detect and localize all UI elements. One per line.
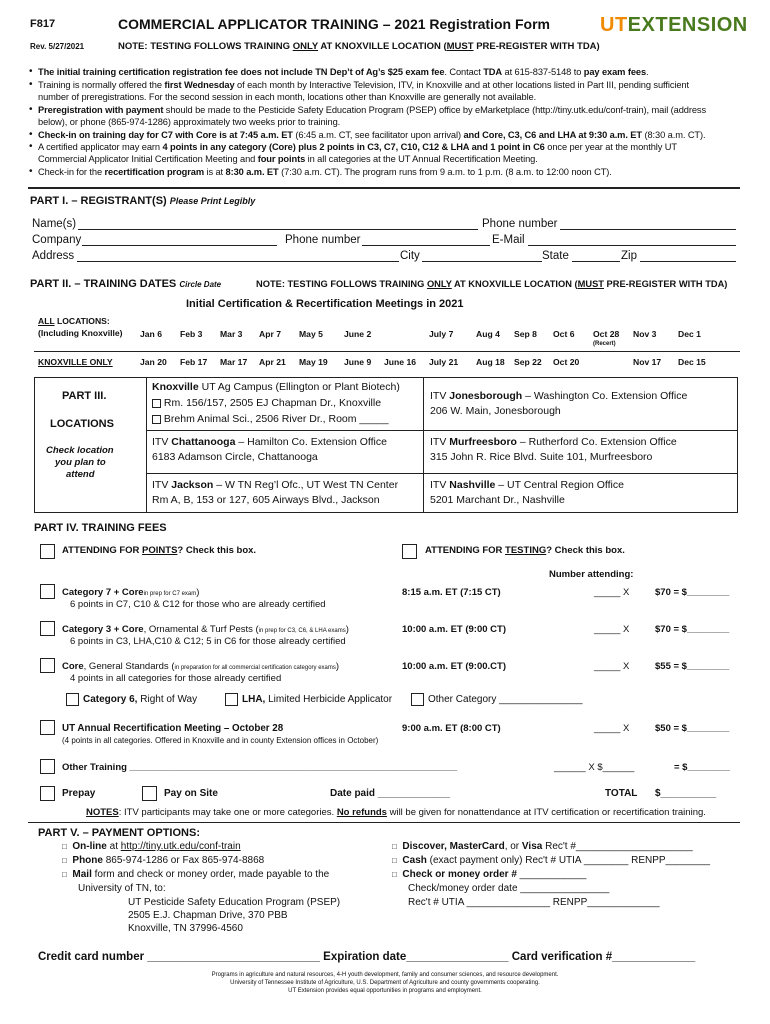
check-location-hint: Check location bbox=[46, 445, 114, 456]
recert-count[interactable]: _____ X bbox=[594, 723, 630, 734]
core-time: 10:00 a.m. ET (9:00.CT) bbox=[402, 661, 507, 672]
divider bbox=[146, 473, 738, 474]
total-field[interactable]: $__________ bbox=[655, 788, 717, 799]
core-count[interactable]: _____ X bbox=[594, 661, 630, 672]
recert-fee[interactable]: $50 = $________ bbox=[655, 723, 730, 734]
knoxville-date[interactable]: June 16 bbox=[384, 357, 417, 367]
part2-note: NOTE: TESTING FOLLOWS TRAINING ONLY AT KNOXVILLE LOCATION (MUST PRE-REGISTER WITH TDA) bbox=[256, 279, 728, 289]
attending-testing-checkbox[interactable] bbox=[402, 544, 417, 559]
recert-time: 9:00 a.m. ET (8:00 CT) bbox=[402, 723, 501, 734]
category7-fee[interactable]: $70 = $________ bbox=[655, 587, 730, 598]
all-locations-date[interactable]: Sep 8 bbox=[514, 329, 537, 339]
location-knoxville[interactable]: Knoxville UT Ag Campus (Ellington or Plant Biotech) bbox=[152, 381, 400, 393]
category3-label: Category 3 + Core, Ornamental & Turf Pests (in prep for C3, C6, & LHA exams) bbox=[62, 624, 349, 635]
bullet-icon: • bbox=[29, 141, 33, 152]
bullet-icon: • bbox=[29, 129, 33, 140]
names-field[interactable] bbox=[78, 219, 478, 230]
checkbox-icon[interactable] bbox=[152, 399, 161, 408]
divider bbox=[423, 377, 424, 513]
location-chattanooga-address: 6183 Adamson Circle, Chattanooga bbox=[152, 451, 318, 463]
divider bbox=[28, 187, 740, 189]
knoxville-date[interactable]: July 21 bbox=[429, 357, 459, 367]
knoxville-date[interactable]: Dec 15 bbox=[678, 357, 706, 367]
attending-points-label: ATTENDING FOR POINTS? Check this box. bbox=[62, 545, 257, 556]
state-label: State bbox=[542, 250, 569, 262]
category7-checkbox[interactable] bbox=[40, 584, 55, 599]
check-date-field[interactable]: Check/money order date ________________ bbox=[408, 883, 610, 894]
address-label: Address bbox=[32, 250, 75, 262]
all-locations-date[interactable]: June 2 bbox=[344, 329, 372, 339]
pay-cash[interactable]: □ Cash (exact payment only) Rec't # UTIA ________ RENPP________ bbox=[392, 855, 711, 866]
revision-date: Rev. 5/27/2021 bbox=[30, 42, 85, 51]
prepay-label: Prepay bbox=[62, 788, 96, 799]
part2-heading: PART II. – TRAINING DATES Circle Date bbox=[30, 278, 222, 290]
company-field[interactable] bbox=[82, 235, 277, 246]
category3-points: 6 points in C3, LHA,C10 & C12; 5 in C6 for those already certified bbox=[70, 636, 346, 647]
recert-note: (Recert) bbox=[593, 341, 616, 347]
bullet-preregistration: Preregistration with payment should be made to the Pesticide Safety Education Program (PSEP) office by eMarketplace (http://tiny.utk.edu/conf-train), mail (address bbox=[38, 105, 707, 115]
mail-payee: University of TN, to: bbox=[78, 883, 166, 894]
other-category-checkbox[interactable] bbox=[411, 693, 424, 706]
all-locations-date[interactable]: Oct 6 bbox=[553, 329, 575, 339]
category6-checkbox[interactable] bbox=[66, 693, 79, 706]
city-label: City bbox=[400, 250, 420, 262]
core-checkbox[interactable] bbox=[40, 658, 55, 673]
location-jackson[interactable]: ITV Jackson – W TN Reg’l Ofc., UT West TN Center bbox=[152, 479, 399, 491]
knoxville-date[interactable]: Feb 17 bbox=[180, 357, 208, 367]
phone1-label: Phone number bbox=[482, 218, 558, 230]
email-label: E-Mail bbox=[492, 234, 525, 246]
category3-time: 10:00 a.m. ET (9:00 CT) bbox=[402, 624, 507, 635]
other-category-field[interactable]: Other Category _______________ bbox=[428, 694, 583, 705]
names-label: Name(s) bbox=[32, 218, 77, 230]
part4-heading: PART IV. TRAINING FEES bbox=[34, 522, 167, 534]
mail-address-line2: 2505 E.J. Chapman Drive, 370 PBB bbox=[128, 910, 288, 921]
location-jackson-address: Rm A, B, 153 or 127, 605 Airways Blvd., Jackson bbox=[152, 494, 380, 506]
all-locations-date[interactable]: Dec 1 bbox=[678, 329, 701, 339]
category7-label: Category 7 + Corein prep for C7 exam) bbox=[62, 587, 200, 598]
phone1-field[interactable] bbox=[560, 219, 736, 230]
city-field[interactable] bbox=[422, 251, 542, 262]
all-locations-date[interactable]: Nov 3 bbox=[633, 329, 657, 339]
attending-testing-label: ATTENDING FOR TESTING? Check this box. bbox=[425, 545, 625, 556]
knoxville-date[interactable]: May 19 bbox=[299, 357, 328, 367]
location-jonesborough[interactable]: ITV Jonesborough – Washington Co. Extension Office bbox=[430, 390, 688, 402]
part1-heading: PART I. – REGISTRANT(S) Please Print Legibly bbox=[30, 195, 256, 207]
prepay-checkbox[interactable] bbox=[40, 786, 55, 801]
location-murfreesboro[interactable]: ITV Murfreesboro – Rutherford Co. Extension Office bbox=[430, 436, 677, 448]
recert-points: (4 points in all categories. Offered in Knoxville and in county Extension offices in October) bbox=[62, 736, 379, 745]
mail-address-line3: Knoxville, TN 37996-4560 bbox=[128, 923, 243, 934]
bullet-exam-fee: The initial training certification registration fee does not include TN Dep’t of Ag’s $25 exam fee. Contact TDA at 615-837-5148 to pay exam fees. bbox=[38, 67, 649, 77]
address-field[interactable] bbox=[77, 251, 399, 262]
bullet-schedule-cont: number of preregistrations. For the second session in each month, locations other than Knoxville are generally not available. bbox=[38, 92, 537, 102]
zip-field[interactable] bbox=[640, 251, 736, 262]
knoxville-date[interactable]: Apr 21 bbox=[259, 357, 286, 367]
all-locations-date[interactable]: Mar 3 bbox=[220, 329, 243, 339]
pay-on-site-label: Pay on Site bbox=[164, 788, 218, 799]
credit-card-fields[interactable]: Credit card number ___________________________ Expiration date________________ Card verification #_____________ bbox=[38, 951, 696, 963]
knoxville-date[interactable]: Aug 18 bbox=[476, 357, 505, 367]
bullet-icon: • bbox=[29, 166, 33, 177]
footer-line1: Programs in agriculture and natural resources, 4-H youth development, family and consumer sciences, and resource development. bbox=[211, 972, 559, 978]
core-fee[interactable]: $55 = $________ bbox=[655, 661, 730, 672]
other-training-field[interactable]: Other Training ______________________________________________________________ bbox=[62, 762, 458, 773]
attending-points-checkbox[interactable] bbox=[40, 544, 55, 559]
notes: NOTES: ITV participants may take one or more categories. No refunds will be given for nonattendance at ITV certification or recertification training. bbox=[86, 807, 706, 818]
divider bbox=[28, 822, 740, 823]
checkbox-icon[interactable] bbox=[152, 415, 161, 424]
locations-heading: LOCATIONS bbox=[50, 418, 114, 430]
receipt-field[interactable]: Rec't # UTIA _______________ RENPP_____________ bbox=[408, 897, 660, 908]
date-paid-field[interactable]: Date paid _____________ bbox=[330, 788, 451, 799]
pay-phone[interactable]: □ Phone 865-974-1286 or Fax 865-974-8868 bbox=[62, 855, 265, 866]
including-knoxville-label: (Including Knoxville) bbox=[38, 328, 123, 338]
pay-card[interactable]: □ Discover, MasterCard, or Visa Rec't #_____________________ bbox=[392, 841, 693, 852]
category7-count[interactable]: _____ X bbox=[594, 587, 630, 598]
all-locations-date[interactable]: Oct 28 bbox=[593, 329, 620, 339]
knoxville-date[interactable]: June 9 bbox=[344, 357, 372, 367]
number-attending-label: Number attending: bbox=[549, 569, 634, 580]
knoxville-date[interactable]: Sep 22 bbox=[514, 357, 542, 367]
state-field[interactable] bbox=[572, 251, 620, 262]
check-location-hint: attend bbox=[66, 469, 95, 480]
pay-check[interactable]: □ Check or money order # ____________ bbox=[392, 869, 587, 880]
all-locations-date[interactable]: Jan 6 bbox=[140, 329, 162, 339]
recert-checkbox[interactable] bbox=[40, 720, 55, 735]
total-label: TOTAL bbox=[605, 788, 638, 799]
core-points: 4 points in all categories for those already certified bbox=[70, 673, 282, 684]
bullet-icon: • bbox=[29, 66, 33, 77]
bullet-points-cont: Commercial Applicator Initial Certification Meeting and four points in all categories at the UT Annual Recertification Meeting. bbox=[38, 154, 538, 164]
location-murfreesboro-address: 315 John R. Rice Blvd. Suite 101, Murfreesboro bbox=[430, 451, 653, 463]
check-location-hint: you plan to bbox=[55, 457, 106, 468]
bullet-points: A certified applicator may earn 4 points in any category (Core) plus 2 points in C3, C7, C10, C12 & LHA and 1 point in C6 once per year at the monthly UT bbox=[38, 142, 677, 152]
date-row-divider bbox=[34, 351, 740, 352]
all-locations-date[interactable]: Feb 3 bbox=[180, 329, 203, 339]
bullet-recert: Check-in for the recertification program is at 8:30 a.m. ET (7:30 a.m. CT). The program runs from 9 a.m. to 1 p.m. (8 a.m. to 12:00 noon CT). bbox=[38, 167, 612, 177]
knoxville-date[interactable]: Mar 17 bbox=[220, 357, 248, 367]
all-locations-date[interactable]: July 7 bbox=[429, 329, 454, 339]
location-nashville[interactable]: ITV Nashville – UT Central Region Office bbox=[430, 479, 624, 491]
header-note: NOTE: TESTING FOLLOWS TRAINING ONLY AT KNOXVILLE LOCATION (MUST PRE-REGISTER WITH TDA) bbox=[118, 41, 600, 52]
other-training-count[interactable]: ______ X $______ bbox=[554, 762, 635, 773]
category6-label: Category 6, Right of Way bbox=[83, 694, 198, 705]
all-locations-date[interactable]: Aug 4 bbox=[476, 329, 500, 339]
pay-on-site-checkbox[interactable] bbox=[142, 786, 157, 801]
phone2-field[interactable] bbox=[362, 235, 490, 246]
core-label: Core, General Standards (in preparation for all commercial certification category exams) bbox=[62, 661, 340, 672]
zip-label: Zip bbox=[621, 250, 637, 262]
divider bbox=[146, 430, 738, 431]
divider bbox=[146, 377, 147, 513]
all-locations-date[interactable]: Apr 7 bbox=[259, 329, 281, 339]
lha-checkbox[interactable] bbox=[225, 693, 238, 706]
bullet-icon: • bbox=[29, 104, 33, 115]
all-locations-label: ALL LOCATIONS: bbox=[38, 316, 110, 326]
category7-time: 8:15 a.m. ET (7:15 CT) bbox=[402, 587, 501, 598]
page-title: COMMERCIAL APPLICATOR TRAINING – 2021 Registration Form bbox=[118, 16, 550, 32]
footer-line2: University of Tennessee Institute of Agriculture, U.S. Department of Agriculture and county governments cooperating. bbox=[230, 980, 540, 986]
location-chattanooga[interactable]: ITV Chattanooga – Hamilton Co. Extension Office bbox=[152, 436, 387, 448]
category7-points: 6 points in C7, C10 & C12 for those who are already certified bbox=[70, 599, 326, 610]
knoxville-date[interactable]: Nov 17 bbox=[633, 357, 662, 367]
company-label: Company bbox=[32, 234, 82, 246]
knoxville-date[interactable]: Oct 20 bbox=[553, 357, 580, 367]
location-nashville-address: 5201 Marchant Dr., Nashville bbox=[430, 494, 565, 506]
all-locations-date[interactable]: May 5 bbox=[299, 329, 323, 339]
bullet-schedule: Training is normally offered the first Wednesday of each month by Interactive Television, ITV, in Knoxville and at other locations listed in Part III, pending sufficient bbox=[38, 80, 689, 90]
mail-address-line1: UT Pesticide Safety Education Program (PSEP) bbox=[128, 897, 341, 908]
phone2-label: Phone number bbox=[285, 234, 361, 246]
knoxville-date[interactable]: Jan 20 bbox=[140, 357, 167, 367]
category3-fee[interactable]: $70 = $________ bbox=[655, 624, 730, 635]
category3-checkbox[interactable] bbox=[40, 621, 55, 636]
other-training-checkbox[interactable] bbox=[40, 759, 55, 774]
part5-heading: PART V. – PAYMENT OPTIONS: bbox=[38, 827, 200, 839]
part3-heading: PART III. bbox=[62, 390, 107, 402]
email-field[interactable] bbox=[528, 235, 736, 246]
location-knoxville-brehm[interactable]: Brehm Animal Sci., 2506 River Dr., Room _____ bbox=[152, 413, 389, 425]
lha-label: LHA, Limited Herbicide Applicator bbox=[242, 694, 393, 705]
category3-count[interactable]: _____ X bbox=[594, 624, 630, 635]
pay-online[interactable]: □ On-line at http://tiny.utk.edu/conf-train bbox=[62, 841, 241, 852]
part2-subheading: Initial Certification & Recertification Meetings in 2021 bbox=[186, 298, 464, 310]
bullet-checkin: Check-in on training day for C7 with Core is at 7:45 a.m. ET (6:45 a.m. CT, see facilitator upon arrival) and Core, C3, C6 and LHA at 9:30 a.m. ET (8:30 a.m. CT). bbox=[38, 130, 706, 140]
recert-label: UT Annual Recertification Meeting – October 28 bbox=[62, 723, 284, 734]
knoxville-only-label: KNOXVILLE ONLY bbox=[38, 357, 113, 367]
ut-extension-logo: UTEXTENSION bbox=[600, 14, 748, 36]
bullet-preregistration-cont: below), or phone (865-974-1286) approximately two weeks prior to training. bbox=[38, 117, 341, 127]
form-id: F817 bbox=[30, 18, 56, 30]
other-training-fee[interactable]: = $________ bbox=[674, 762, 730, 773]
bullet-icon: • bbox=[29, 79, 33, 90]
pay-mail[interactable]: □ Mail form and check or money order, made payable to the bbox=[62, 869, 330, 880]
footer-line3: UT Extension provides equal opportunities in programs and employment. bbox=[288, 988, 482, 994]
location-knoxville-chapman[interactable]: Rm. 156/157, 2505 EJ Chapman Dr., Knoxville bbox=[152, 397, 381, 409]
location-jonesborough-address: 206 W. Main, Jonesborough bbox=[430, 405, 561, 417]
